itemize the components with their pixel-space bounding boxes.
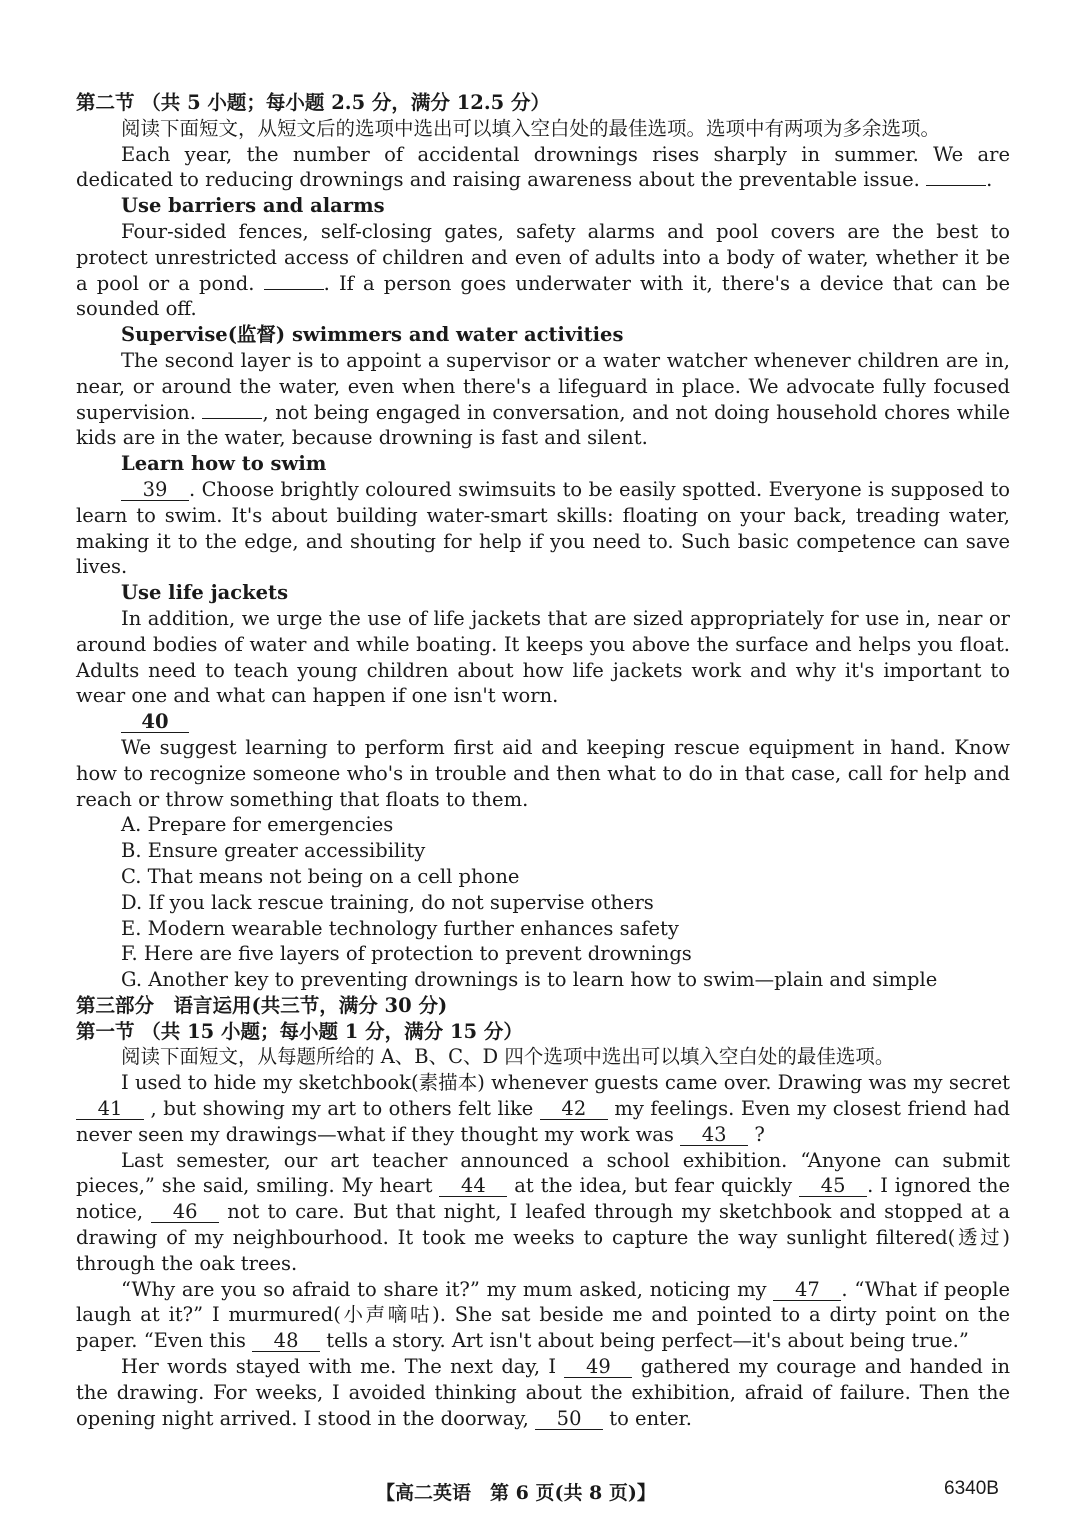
cloze-text: . “What if people laugh at it?” I murmured(小声嘀咕). She sat beside me and pointed to a dirty point on the paper. “Even this [76, 1277, 1010, 1353]
options-list [76, 812, 1010, 993]
blank-47: 47 [773, 1280, 841, 1301]
paragraph-first-aid: We suggest learning to perform first aid and keeping rescue equipment in hand. Know how to recognize someone who's in trouble and then what to do in that case, call for help and reach or throw something that floats to them. [76, 735, 1010, 811]
option-e: E. Modern wearable technology further enhances safety [121, 916, 679, 940]
paragraph-supervise-text-b: , not being engaged in conversation, and not doing household chores while kids are in the water, because drowning is fast and silent. [76, 400, 1010, 450]
heading-barriers: Use barriers and alarms [121, 194, 385, 218]
part-3-instruction: 阅读下面短文，从每题所给的 A、B、C、D 四个选项中选出可以填入空白处的最佳选项。 [121, 1045, 895, 1069]
paragraph-learn-swim-text: . Choose brightly coloured swimsuits to be easily spotted. Everyone is supposed to learn to swim. It's about building water-smart skills: floating on your back, treading water, making it to the edge, and shouting for help if you need to. Such basic competence can save lives. [76, 477, 1010, 579]
paragraph-supervise-text-a: The second layer is to appoint a supervisor or a water watcher whenever children are in, near, or around the water, even when there's a lifeguard in place. We advocate fully focused supervision. [76, 348, 1010, 424]
cloze-text: not to care. But that night, I leafed through my sketchbook and stopped at a drawing of my neighbourhood. It took me weeks to capture the way sunlight filtered(透过) through the oak trees. [76, 1200, 1010, 1275]
blank-46: 46 [151, 1202, 219, 1223]
cloze-text: gathered my courage and handed in the drawing. For weeks, I avoided thinking about the exhibition, afraid of failure. Then the opening night arrived. I stood in the doorway, [76, 1355, 1011, 1430]
page-footer [0, 1478, 1080, 1506]
cloze-text: Her words stayed with me. The next day, I [121, 1355, 557, 1379]
paragraph-supervise [76, 348, 1010, 451]
heading-life-jackets: Use life jackets [121, 581, 289, 605]
blank-38 [202, 418, 262, 419]
option-g: G. Another key to preventing drownings is to learn how to swim—plain and simple [121, 968, 938, 992]
blank-50: 50 [535, 1409, 603, 1430]
part-3-title: 第三部分 语言运用(共三节，满分 30 分) [76, 993, 448, 1017]
paragraph-barriers-text-b: . If a person goes underwater with it, there's a device that can be sounded off. [76, 271, 1011, 321]
heading-supervise: Supervise(监督) swimmers and water activities [121, 323, 624, 347]
option-a: A. Prepare for emergencies [121, 813, 394, 837]
blank-39: 39 [121, 480, 189, 501]
cloze-paragraph-3 [76, 1277, 1010, 1354]
blank-43: 43 [680, 1125, 748, 1146]
cloze-text: . I ignored the notice, [76, 1174, 1011, 1224]
passage-intro-text: Each year, the number of accidental drownings rises sharply in summer. We are dedicated to reducing drownings and raising awareness about the preventable issue. [76, 142, 1010, 192]
blank-40-line [76, 709, 1010, 735]
cloze-text: at the idea, but fear quickly [514, 1174, 793, 1198]
blank-40: 40 [121, 712, 189, 733]
blank-48: 48 [252, 1331, 320, 1352]
blank-42: 42 [540, 1099, 608, 1120]
section-2-title: 第二节 （共 5 小题；每小题 2.5 分，满分 12.5 分） [76, 91, 551, 114]
option-f: F. Here are five layers of protection to prevent drownings [121, 942, 692, 966]
cloze-text: , but showing my art to others felt like [150, 1097, 534, 1121]
cloze-paragraph-1 [76, 1070, 1010, 1147]
blank-41: 41 [76, 1099, 144, 1120]
cloze-paragraph-4 [76, 1354, 1010, 1431]
paragraph-learn-swim [76, 477, 1010, 580]
blank-49: 49 [564, 1357, 632, 1378]
heading-learn-swim: Learn how to swim [121, 452, 327, 476]
cloze-text: tells a story. Art isn't about being perfect—it's about being true.” [326, 1329, 969, 1353]
cloze-text: “Why are you so afraid to share it?” my mum asked, noticing my [121, 1277, 767, 1301]
cloze-paragraph-2 [76, 1148, 1010, 1277]
part-3-section-1-title: 第一节 （共 15 小题；每小题 1 分，满分 15 分） [76, 1019, 523, 1043]
blank-36 [926, 185, 986, 186]
footer-page-info: 【高二英语 第 6 页(共 8 页)】 [376, 1482, 656, 1504]
cloze-text: I used to hide my sketchbook(素描本) whenever guests came over. Drawing was my secret [121, 1071, 1010, 1095]
footer-paper-code: 6340B [944, 1478, 999, 1499]
cloze-text: to enter. [609, 1406, 692, 1430]
blank-45: 45 [799, 1176, 867, 1197]
option-b: B. Ensure greater accessibility [121, 839, 426, 863]
option-d: D. If you lack rescue training, do not supervise others [121, 890, 654, 914]
blank-44: 44 [439, 1176, 507, 1197]
exam-page [76, 90, 1010, 1431]
paragraph-barriers-text-a: Four-sided fences, self-closing gates, safety alarms and pool covers are the best to protect unrestricted access of children and even of adults into a body of water, whether it be a pool or a pond. [76, 219, 1010, 295]
paragraph-life-jackets: In addition, we urge the use of life jackets that are sized appropriately for use in, near or around bodies of water and while boating. It keeps you above the surface and helps you float. Adults need to teach young children about how life jackets work and why it's important to wear one and what can happen if one isn't worn. [76, 606, 1010, 708]
option-c: C. That means not being on a cell phone [121, 864, 520, 888]
cloze-text: my feelings. Even my closest friend had never seen my drawings—what if they thought my work was [76, 1097, 1010, 1146]
passage-intro: Each year, the number of accidental drownings rises sharply in summer. We are dedicated to reducing drownings and raising awareness about the preventable issue. . [76, 142, 1010, 192]
section-2-instruction: 阅读下面短文，从短文后的选项中选出可以填入空白处的最佳选项。选项中有两项为多余选项。 [121, 116, 941, 140]
paragraph-barriers [76, 219, 1010, 322]
cloze-text: ? [754, 1122, 765, 1146]
blank-37 [264, 289, 324, 290]
cloze-text: Last semester, our art teacher announced a school exhibition. “Anyone can submit pieces,” she said, smiling. My heart [76, 1148, 1010, 1198]
